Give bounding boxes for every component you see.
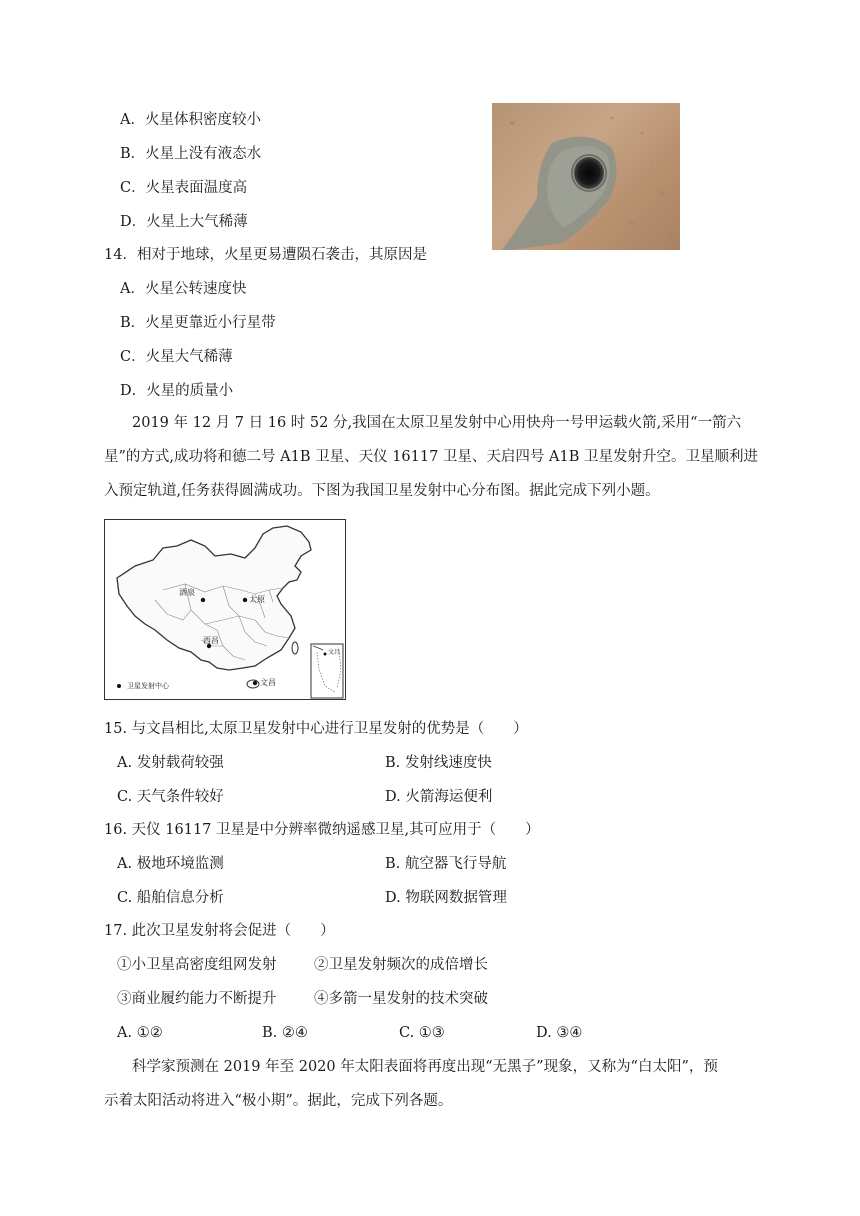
q14-option-c: C．火星大气稀薄 xyxy=(120,349,233,365)
q17-option-a: A. ①② xyxy=(117,1025,163,1041)
label-wenchang: 文昌 xyxy=(260,678,276,687)
passage1-line1: 2019 年 12 月 7 日 16 时 52 分,我国在太原卫星发射中心用快舟一号甲运载火箭,采用“一箭六 xyxy=(132,415,742,431)
label-jiuquan: 酒泉 xyxy=(179,588,195,597)
q17-option-c: C. ①③ xyxy=(399,1025,445,1041)
q16-option-d: D. 物联网数据管理 xyxy=(385,890,507,906)
passage1-line3: 入预定轨道,任务获得圆满成功。下图为我国卫星发射中心分布图。据此完成下列小题。 xyxy=(104,483,660,499)
label-taiyuan: 太原 xyxy=(249,595,265,604)
q17-statement-2: ②卫星发射频次的成倍增长 xyxy=(314,957,488,973)
q14-option-d: D．火星的质量小 xyxy=(120,383,234,399)
q15-option-c: C. 天气条件较好 xyxy=(117,789,224,805)
taiwan-island xyxy=(292,642,298,654)
q16-stem: 16. 天仪 16117 卫星是中分辨率微纳遥感卫星,其可应用于（ ） xyxy=(104,822,540,838)
passage1-line2: 星”的方式,成功将和德二号 A1B 卫星、天仪 16117 卫星、天启四号 A1B 卫星发射升空。卫星顺利进 xyxy=(104,449,759,465)
passage2-line2: 示着太阳活动将进入“极小期”。据此，完成下列各题。 xyxy=(104,1093,453,1109)
q13-option-b: B．火星上没有液态水 xyxy=(120,146,262,162)
q17-statement-4: ④多箭一星发射的技术突破 xyxy=(314,991,488,1007)
q15-stem: 15. 与文昌相比,太原卫星发射中心进行卫星发射的优势是（ ） xyxy=(104,721,528,737)
launch-center-map xyxy=(104,519,346,700)
q15-option-b: B. 发射线速度快 xyxy=(385,755,492,771)
q16-option-a: A. 极地环境监测 xyxy=(117,856,224,872)
taiyuan-dot xyxy=(243,598,247,602)
q17-statement-1: ①小卫星高密度组网发射 xyxy=(117,957,277,973)
q15-option-d: D. 火箭海运便利 xyxy=(385,789,493,805)
q17-statement-3: ③商业履约能力不断提升 xyxy=(117,991,277,1007)
map-legend-text: 卫星发射中心 xyxy=(127,682,169,690)
legend-dot xyxy=(117,684,121,688)
q13-option-d: D．火星上大气稀薄 xyxy=(120,214,248,230)
label-xichang: 西昌 xyxy=(203,636,219,645)
mars-drill-hole-photo xyxy=(492,103,680,250)
q13-option-c: C．火星表面温度高 xyxy=(120,180,248,196)
label-wenchang-inset: 文昌 xyxy=(328,649,341,656)
q16-option-b: B. 航空器飞行导航 xyxy=(385,856,507,872)
q17-option-b: B. ②④ xyxy=(262,1025,308,1041)
wenchang-inset-dot xyxy=(324,653,327,656)
passage2-line1: 科学家预测在 2019 年至 2020 年太阳表面将再度出现“无黑子”现象，又称为“白太阳”，预 xyxy=(132,1059,718,1075)
q13-option-a: A．火星体积密度较小 xyxy=(120,112,261,128)
q15-option-a: A. 发射载荷较强 xyxy=(117,755,224,771)
q17-stem: 17. 此次卫星发射将会促进（ ） xyxy=(104,923,335,939)
china-map-outline xyxy=(105,520,345,699)
q16-option-c: C. 船舶信息分析 xyxy=(117,890,224,906)
mars-surface-image xyxy=(492,103,680,250)
q14-option-a: A．火星公转速度快 xyxy=(120,281,247,297)
q14-stem: 14．相对于地球，火星更易遭陨石袭击，其原因是 xyxy=(104,247,427,263)
q14-option-b: B．火星更靠近小行星带 xyxy=(120,315,276,331)
jiuquan-dot xyxy=(201,598,205,602)
wenchang-dot xyxy=(253,681,257,685)
q17-option-d: D. ③④ xyxy=(536,1025,583,1041)
china-border xyxy=(117,526,311,670)
hainan-island xyxy=(247,680,259,688)
